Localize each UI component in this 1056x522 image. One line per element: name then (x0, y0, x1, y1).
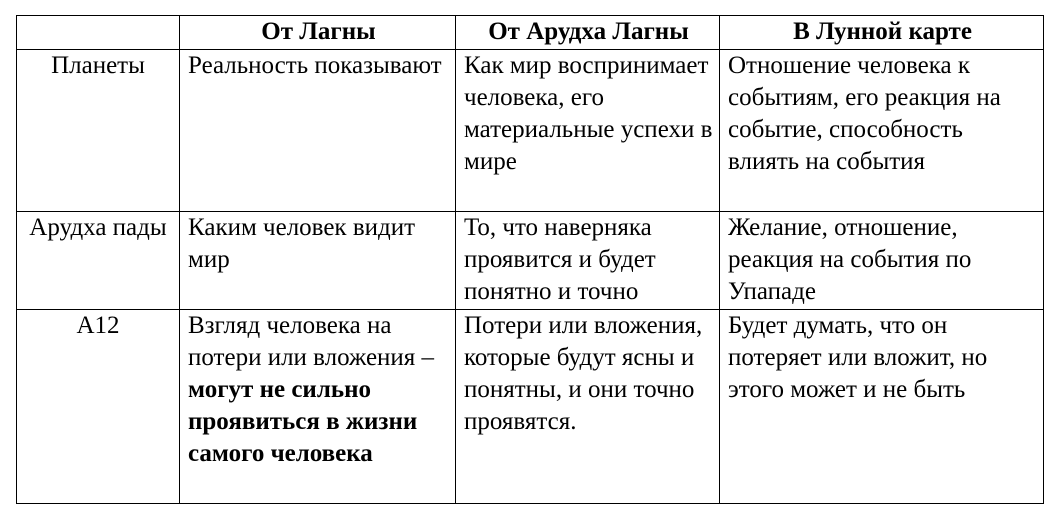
table-cell: Будет думать, что он потеряет или вложит, но этого может и не быть (720, 310, 1044, 504)
row-label-planets: Планеты (17, 50, 180, 212)
header-from-lagna: От Лагны (180, 16, 456, 50)
table-row (17, 212, 1044, 310)
table-cell: То, что наверняка проявится и будет понятно и точно (456, 212, 720, 310)
table-cell: Желание, отношение, реакция на события по Упападе (720, 212, 1044, 310)
table-cell: Реальность показывают (180, 50, 456, 212)
row-label-arudha-pady: Арудха пады (17, 212, 180, 310)
table-cell: Каким человек видит мир (180, 212, 456, 310)
table-row (17, 50, 1044, 212)
row-label-a12: А12 (17, 310, 180, 504)
comparison-table (16, 15, 1044, 504)
header-row (17, 16, 1044, 50)
table-cell-mixed (180, 310, 456, 504)
table-row (17, 310, 1044, 504)
header-moon-chart: В Лунной карте (720, 16, 1044, 50)
header-empty (17, 16, 180, 50)
cell-text-bold: могут не сильно проявиться в жизни самого человека (188, 376, 418, 467)
table-cell: Как мир воспринимает человека, его материальные успехи в мире (456, 50, 720, 212)
table-cell: Отношение человека к событиям, его реакция на событие, способность влиять на события (720, 50, 1044, 212)
cell-text-normal: Взгляд человека на потери или вложения – (188, 312, 435, 371)
header-from-arudha-lagna: От Арудха Лагны (456, 16, 720, 50)
table-cell: Потери или вложения, которые будут ясны и понятны, и они точно проявятся. (456, 310, 720, 504)
